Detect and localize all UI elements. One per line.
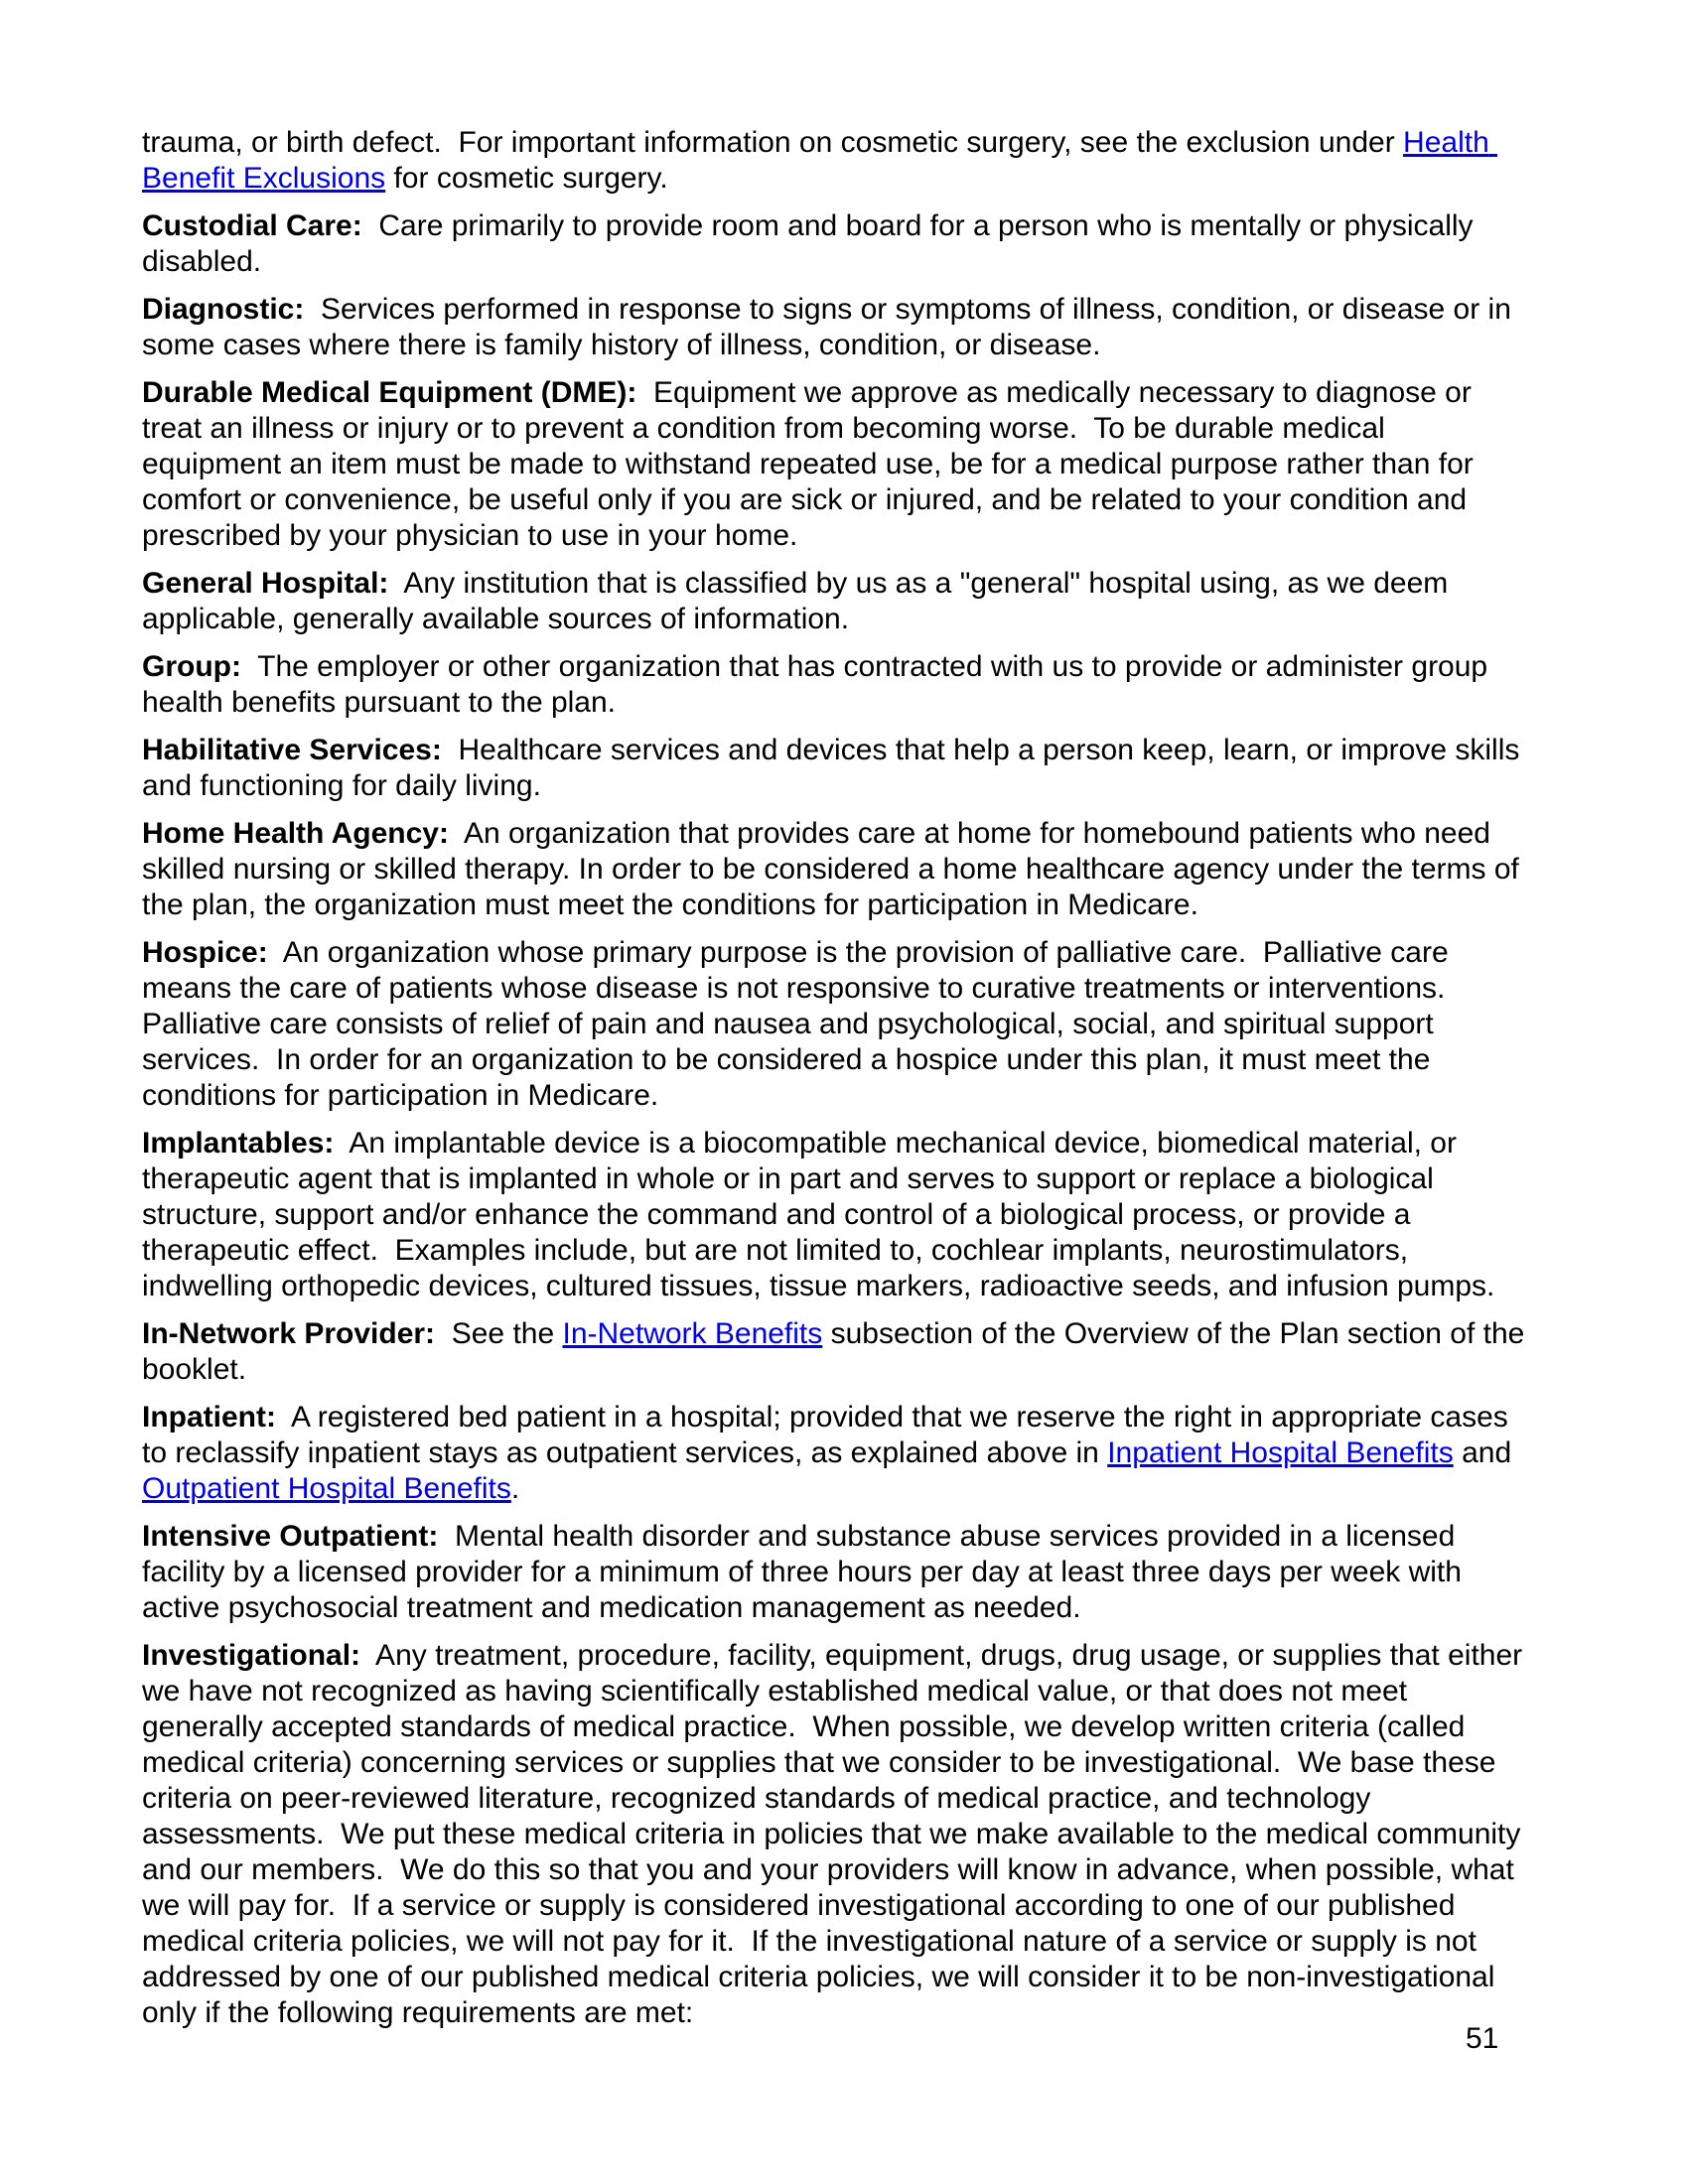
- paragraph-in-network-provider: [142, 1316, 1532, 1388]
- text-run: Equipment we approve as medically necessary to diagnose or treat an illness or injury or to prevent a condition from becoming worse. To be durable medical equipment an item must be made to withstand repeated use, be for a medical purpose rather than for comfort or convenience, be useful only if you are sick or injured, and be related to your condition and prescribed by your physician to use in your home.: [142, 376, 1482, 552]
- text-run: Any treatment, procedure, facility, equipment, drugs, drug usage, or supplies that either we have not recognized as having scientifically established medical value, or that does not meet generally accepted standards of medical practice. When possible, we develop written criteria (called medical criteria) concerning services or supplies that we consider to be investigational. We base these criteria on peer-reviewed literature, recognized standards of medical practice, and technology assessments. We put these medical criteria in policies that we make available to the medical community and our members. We do this so that you and your providers will know in advance, when possible, what we will pay for. If a service or supply is considered investigational according to one of our published medical criteria policies, we will not pay for it. If the investigational nature of a service or supply is not addressed by one of our published medical criteria policies, we will consider it to be non-investigational only if the following requirements are met:: [142, 1639, 1531, 2029]
- term-label: Group:: [142, 650, 241, 683]
- paragraph-group: [142, 649, 1532, 721]
- text-run: The employer or other organization that has contracted with us to provide or administer group health benefits pursuant to the plan.: [142, 650, 1496, 719]
- health-benefit-exclusions-link[interactable]: Health Benefit Exclusions: [142, 126, 1498, 195]
- term-label: Habilitative Services:: [142, 734, 442, 766]
- term-label: Hospice:: [142, 936, 268, 969]
- paragraph-hospice: [142, 935, 1532, 1114]
- text-run: for cosmetic surgery.: [385, 162, 668, 195]
- term-label: Custodial Care:: [142, 209, 362, 242]
- paragraph-custodial-care: [142, 208, 1532, 280]
- term-label: Home Health Agency:: [142, 817, 449, 850]
- text-run: An organization that provides care at home for homebound patients who need skilled nursing or skilled therapy. In order to be considered a home healthcare agency under the terms of the plan, the organization must meet the conditions for participation in Medicare.: [142, 817, 1528, 921]
- term-label: In-Network Provider:: [142, 1317, 436, 1350]
- text-run: Mental health disorder and substance abuse services provided in a licensed facility by a licensed provider for a minimum of three hours per day at least three days per week with active psychosocial treatment and medication management as needed.: [142, 1520, 1471, 1624]
- paragraph-cosmetic-surgery-continuation: [142, 125, 1532, 197]
- term-label: Intensive Outpatient:: [142, 1520, 439, 1553]
- paragraph-inpatient: [142, 1400, 1532, 1507]
- paragraph-habilitative-services: [142, 733, 1532, 804]
- in-network-benefits-link[interactable]: In-Network Benefits: [562, 1317, 823, 1350]
- text-run: Healthcare services and devices that help a person keep, learn, or improve skills and functioning for daily living.: [142, 734, 1528, 802]
- definitions-list: [142, 125, 1532, 2043]
- page-number: 51: [1466, 2022, 1499, 2055]
- term-label: Diagnostic:: [142, 293, 305, 326]
- term-label: Inpatient:: [142, 1401, 276, 1433]
- term-label: Durable Medical Equipment (DME):: [142, 376, 637, 409]
- text-run: An organization whose primary purpose is the provision of palliative care. Palliative care means the care of patients whose disease is not responsive to curative treatments or interventions. Palliative care consists of relief of pain and nausea and psychological, social, and spiritual support services. In order for an organization to be considered a hospice under this plan, it must meet the conditions for participation in Medicare.: [142, 936, 1457, 1112]
- text-run: .: [510, 1472, 520, 1505]
- term-label: General Hospital:: [142, 567, 389, 600]
- text-run: An implantable device is a biocompatible mechanical device, biomedical material, or therapeutic agent that is implanted in whole or in part and serves to support or replace a biological structure, support and/or enhance the command and control of a biological process, or provide a therapeutic effect. Examples include, but are not limited to, cochlear implants, neurostimulators, indwelling orthopedic devices, cultured tissues, tissue markers, radioactive seeds, and infusion pumps.: [142, 1127, 1495, 1302]
- term-label: Investigational:: [142, 1639, 361, 1672]
- text-run: Any institution that is classified by us as a "general" hospital using, as we deem applicable, generally available sources of information.: [142, 567, 1457, 635]
- paragraph-investigational: [142, 1638, 1532, 2031]
- text-run: and: [1453, 1436, 1520, 1469]
- paragraph-general-hospital: [142, 566, 1532, 637]
- paragraph-implantables: [142, 1126, 1532, 1304]
- outpatient-hospital-benefits-link[interactable]: Outpatient Hospital Benefits: [142, 1472, 511, 1505]
- paragraph-durable-medical-equipment: [142, 375, 1532, 554]
- text-run: A registered bed patient in a hospital; provided that we reserve the right in appropriate cases to reclassify inpatient stays as outpatient services, as explained above in: [142, 1401, 1517, 1469]
- text-run: Services performed in response to signs or symptoms of illness, condition, or disease or in some cases where there is family history of illness, condition, or disease.: [142, 293, 1520, 361]
- text-run: Care primarily to provide room and board for a person who is mentally or physically disabled.: [142, 209, 1481, 278]
- paragraph-intensive-outpatient: [142, 1519, 1532, 1626]
- term-label: Implantables:: [142, 1127, 335, 1160]
- paragraph-home-health-agency: [142, 816, 1532, 923]
- inpatient-hospital-benefits-link[interactable]: Inpatient Hospital Benefits: [1107, 1436, 1454, 1469]
- text-run: trauma, or birth defect. For important information on cosmetic surgery, see the exclusion under: [142, 126, 1404, 159]
- paragraph-diagnostic: [142, 292, 1532, 363]
- text-run: subsection of the Overview of the Plan section of the booklet.: [142, 1317, 1533, 1386]
- text-run: See the: [435, 1317, 563, 1350]
